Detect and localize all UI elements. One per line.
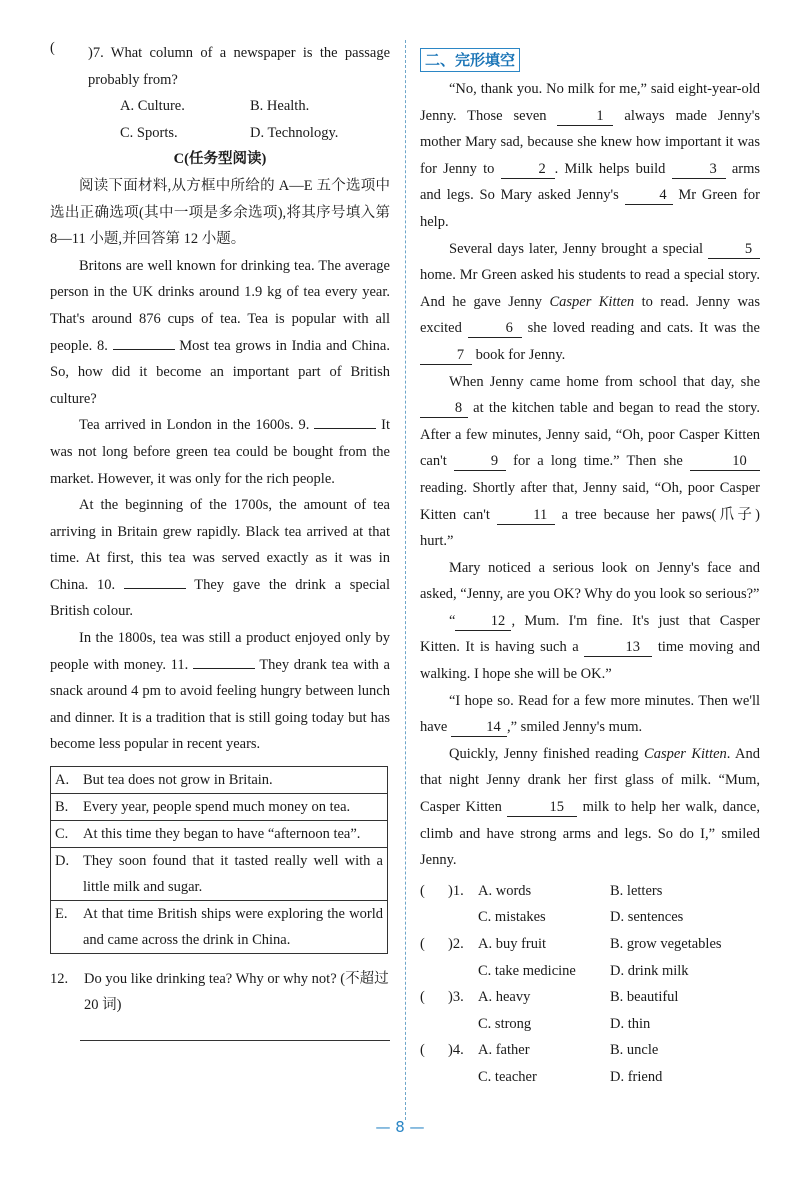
option-d: D. Technology. — [250, 124, 339, 141]
text-span: Mr Green for help. — [420, 187, 760, 230]
instruction: 阅读下面材料,从方框中所给的 A—E 五个选项中选出正确选项(其中一项是多余选项),将其序号填入第 8—11 小题,并回答第 12 小题。 — [50, 177, 390, 248]
answer-paren[interactable]: ( — [420, 1042, 425, 1059]
cloze-paragraph — [420, 236, 760, 369]
text-span: arms and legs. So Mary asked Jenny's — [420, 160, 761, 204]
left-column — [50, 40, 390, 1041]
box-text: At that time British ships were exploring the world and came across the drink in China. — [83, 906, 383, 949]
text-span: Britons are well known for drinking tea. The average person in the UK drinks around 1.9 kg of tea every year. That's around 876 cups of tea. Tea is popular with all people. 8. — [50, 257, 390, 354]
text-span: They drank tea with a snack around 4 pm to avoid feeling hungry between lunch and dinner. It is a tradition that is still going today but has become less popular in recent years. — [50, 656, 390, 753]
box-option-b — [51, 794, 387, 821]
text-span: “No, thank you. No milk for me,” said eight-year-old Jenny. Those seven — [420, 81, 760, 124]
mc-question-1-row2 — [420, 904, 760, 931]
blank-9[interactable] — [314, 414, 376, 429]
text-span: Several days later, Jenny brought a special — [449, 240, 708, 257]
page-number: — 8 — — [375, 1118, 425, 1136]
mc-question-2-row2 — [420, 958, 760, 985]
question-7 — [50, 40, 390, 93]
text-span: ,” smiled Jenny's mum. — [507, 719, 643, 736]
option-b: B. grow vegetables — [610, 936, 722, 952]
text-span: Most tea grows in India and China. So, how did it become an important part of British culture? — [50, 337, 390, 407]
blank-5[interactable]: 5 — [708, 240, 760, 259]
question-number: )2. — [448, 936, 464, 952]
option-b: B. Health. — [250, 98, 310, 115]
multiple-choice-questions — [420, 878, 760, 1091]
question-number: )3. — [448, 989, 464, 1006]
answer-paren[interactable]: ( — [420, 989, 425, 1006]
box-text: At this time they began to have “afternoon tea”. — [83, 826, 361, 843]
mc-question-3 — [420, 984, 760, 1011]
passage-paragraph — [50, 253, 390, 413]
answer-line[interactable] — [80, 1040, 390, 1041]
section-title: 二、完形填空 — [420, 48, 520, 72]
passage-paragraph — [50, 412, 390, 492]
blank-2[interactable]: 2 — [501, 160, 555, 179]
text-span: , Mum. I'm fine. It's just that Casper Kitten. It is having such a — [420, 612, 760, 656]
blank-8[interactable]: 8 — [420, 399, 468, 418]
text-span: a tree because her paws(爪子) hurt.” — [420, 506, 760, 550]
question-12-number: 12. — [50, 971, 69, 988]
section-c-title: C(任务型阅读) — [173, 151, 267, 168]
box-letter: D. — [55, 853, 70, 870]
book-title: Casper Kitten — [644, 745, 727, 762]
book-title: Casper Kitten — [549, 293, 635, 310]
cloze-passage — [420, 76, 760, 874]
cloze-paragraph — [420, 555, 760, 608]
option-a: A. father — [478, 1042, 530, 1059]
blank-9[interactable]: 9 — [454, 452, 506, 471]
option-b: B. uncle — [610, 1042, 659, 1059]
text-span: reading. Shortly after that, Jenny said, “Oh, poor Casper Kitten can't — [420, 479, 760, 523]
box-letter: A. — [55, 772, 70, 789]
cloze-paragraph — [420, 688, 760, 741]
text-span: to read. Jenny was excited — [420, 293, 761, 337]
text-span: Tea arrived in London in the 1600s. 9. — [79, 417, 315, 434]
mc-question-3-row2 — [420, 1011, 760, 1038]
option-c: C. Sports. — [120, 124, 178, 141]
answer-paren[interactable]: ( — [420, 936, 425, 952]
blank-10[interactable]: 10 — [690, 452, 760, 471]
text-span: milk to help her walk, dance, climb and have strong arms and legs. So do I,” smiled Jenny. — [420, 799, 760, 869]
blank-14[interactable]: 14 — [451, 718, 507, 737]
text-span: she loved reading and cats. It was the — [521, 320, 760, 337]
text-span: When Jenny came home from school that day, she — [449, 373, 760, 390]
mc-question-1 — [420, 878, 760, 905]
mc-question-4-row2 — [420, 1064, 760, 1091]
text-span: Mary noticed a serious look on Jenny's face and asked, “Jenny, are you OK? Why do you look so serious?” — [420, 559, 760, 603]
blank-6[interactable]: 6 — [468, 319, 522, 338]
text-span: always made Jenny's mother Mary sad, because she knew how important it was for Jenny to — [420, 107, 761, 177]
option-c: C. mistakes — [478, 909, 546, 926]
text-span: . And that night Jenny drank her first glass of milk. “Mum, Casper Kitten — [420, 745, 760, 816]
box-letter: E. — [55, 906, 68, 923]
question-12-text: Do you like drinking tea? Why or why not? (不超过 20 词) — [84, 971, 389, 1014]
cloze-paragraph — [420, 741, 760, 874]
cloze-paragraph — [420, 369, 760, 555]
blank-10[interactable] — [124, 574, 186, 589]
cloze-paragraph — [420, 608, 760, 688]
option-a: A. Culture. — [120, 98, 185, 115]
option-c: C. teacher — [478, 1068, 537, 1085]
answer-paren[interactable]: ( — [50, 40, 55, 56]
option-d: D. thin — [610, 1015, 651, 1032]
blank-3[interactable]: 3 — [672, 160, 726, 179]
box-text: But tea does not grow in Britain. — [83, 772, 273, 789]
question-7-options — [50, 93, 390, 146]
option-d: D. sentences — [610, 909, 684, 926]
blank-1[interactable]: 1 — [557, 107, 613, 126]
text-span: for a long time.” Then she — [505, 453, 690, 470]
text-span: Quickly, Jenny finished reading — [449, 745, 645, 762]
text-span: It was not long before green tea could be bought from the market. However, it was only for the rich people. — [50, 417, 391, 487]
option-a: A. buy fruit — [478, 936, 547, 952]
answer-paren[interactable]: ( — [420, 882, 425, 899]
text-span: “ — [449, 612, 456, 629]
blank-12[interactable]: 12 — [455, 612, 511, 631]
cloze-paragraph — [420, 76, 760, 236]
box-option-a — [51, 767, 387, 794]
mc-question-2 — [420, 931, 760, 958]
blank-11[interactable] — [193, 654, 255, 669]
option-a: A. heavy — [478, 989, 531, 1006]
text-span: time moving and walking. I hope she will be OK.” — [420, 639, 760, 683]
text-span: . Milk helps build — [554, 160, 672, 177]
text-span: In the 1800s, tea was still a product enjoyed only by people with money. 11. — [50, 630, 390, 673]
passage-paragraph — [50, 492, 390, 625]
blank-11[interactable]: 11 — [497, 506, 555, 525]
column-divider — [405, 40, 406, 1120]
text-span: At the beginning of the 1700s, the amount of tea arriving in Britain grew rapidly. Black tea arrived at that time. At first, this tea was served exactly as it was in China. 10. — [50, 497, 390, 593]
text-span: home. Mr Green asked his students to read a special story. And he gave Jenny — [420, 267, 760, 310]
options-box — [50, 766, 388, 954]
question-number: )4. — [448, 1042, 464, 1059]
option-d: D. friend — [610, 1068, 663, 1085]
question-number: )1. — [448, 882, 464, 899]
box-letter: B. — [55, 799, 69, 816]
option-c: C. strong — [478, 1015, 532, 1032]
mc-question-4 — [420, 1037, 760, 1064]
box-letter: C. — [55, 826, 69, 843]
box-option-c — [51, 821, 387, 848]
text-span: They gave the drink a special British colour. — [50, 576, 390, 620]
right-column — [420, 48, 760, 1091]
box-option-e — [51, 901, 387, 953]
blank-4[interactable]: 4 — [625, 186, 673, 205]
box-option-d — [51, 848, 387, 901]
question-12 — [50, 966, 390, 1018]
option-b: B. letters — [610, 882, 663, 899]
box-text: They soon found that it tasted really well with a little milk and sugar. — [83, 853, 383, 896]
option-b: B. beautiful — [610, 989, 679, 1006]
text-span: at the kitchen table and began to read the story. After a few minutes, Jenny said, “Oh, poor Casper Kitten can't — [420, 400, 760, 470]
box-text: Every year, people spend much money on tea. — [83, 799, 351, 816]
blank-13[interactable]: 13 — [584, 638, 652, 657]
option-a: A. words — [478, 882, 532, 899]
blank-7[interactable]: 7 — [420, 346, 472, 365]
option-d: D. drink milk — [610, 962, 689, 979]
blank-8[interactable] — [113, 335, 175, 350]
option-c: C. take medicine — [478, 962, 576, 979]
blank-15[interactable]: 15 — [507, 798, 577, 817]
text-span: “I hope so. Read for a few more minutes. Then we'll have — [420, 692, 760, 736]
passage-paragraph — [50, 625, 390, 758]
question-7-text: )7. What column of a newspaper is the passage probably from? — [88, 45, 390, 88]
text-span: book for Jenny. — [472, 346, 566, 363]
